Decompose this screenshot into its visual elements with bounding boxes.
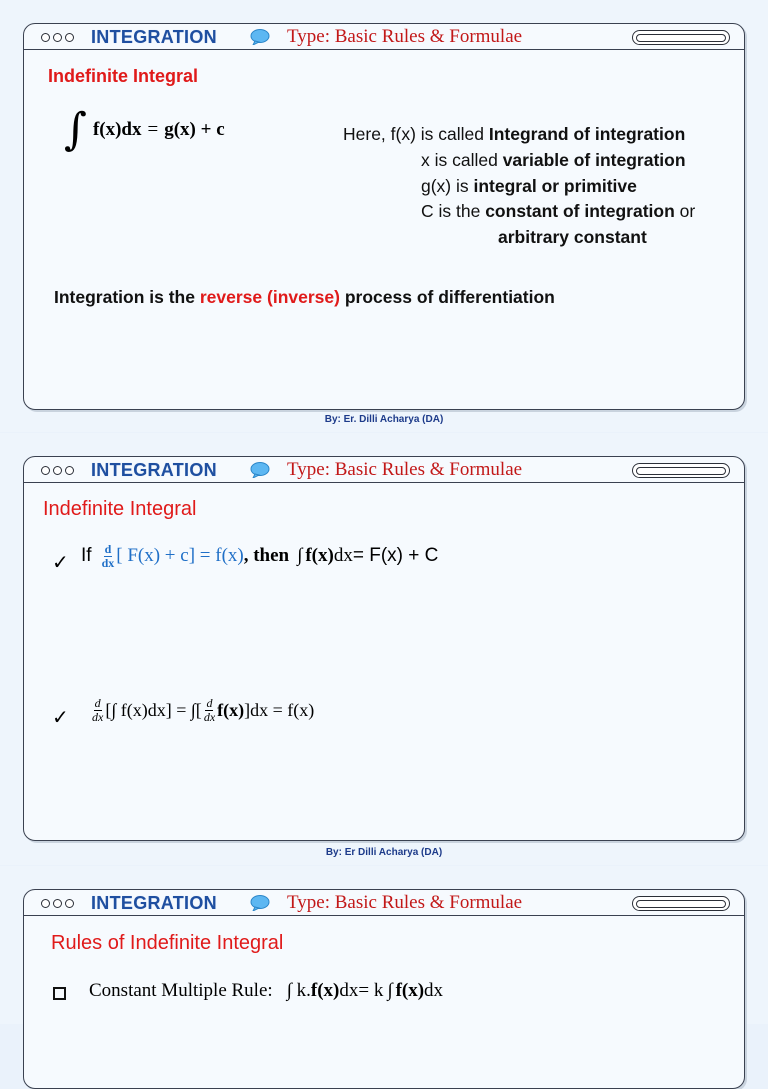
brand-title: INTEGRATION: [91, 893, 217, 913]
explanation-line-2: x is called variable of integration: [421, 150, 686, 170]
reverse-statement: Integration is the reverse (inverse) process of differentiation: [54, 287, 555, 307]
integral-sign: ∫: [64, 104, 87, 155]
formula-lhs: f(x)dx: [92, 119, 142, 140]
check-icon: ✓: [52, 705, 69, 729]
derivative-rule: If $\frac{d}{dx}$ [ F(x) + c] = f(x) , then ∫ f(x) dx= F(x) + C: [81, 542, 439, 570]
window-dots-icon: [41, 33, 74, 42]
title-bar: [24, 457, 744, 483]
type-label: Type: Basic Rules & Formulae: [287, 892, 523, 913]
formula-rhs: g(x) + c: [164, 119, 225, 140]
window-control-icon: [632, 896, 730, 911]
slide-3-card: [23, 889, 745, 1089]
slide-1: [0, 0, 768, 432]
section-heading: Indefinite Integral: [48, 66, 199, 86]
integral-formula: [64, 104, 225, 155]
slide-1-card: [23, 23, 745, 410]
explanation-line-5: arbitrary constant: [498, 227, 647, 247]
type-label: Type: Basic Rules & Formulae: [287, 26, 523, 47]
slide-3: [0, 866, 768, 1024]
integral-derivative-rule: $\frac{d}{dx}$ [∫ f(x)dx] = ∫[ $\frac{d}{dx}$ f(x) ]dx = f(x): [92, 696, 315, 724]
formula-eq: =: [147, 119, 159, 140]
author-footer: By: Er Dilli Acharya (DA): [325, 847, 443, 858]
checkbox-bullet-icon: [53, 987, 66, 1000]
window-control-icon: [632, 463, 730, 478]
title-bar: [24, 24, 744, 50]
check-icon: ✓: [52, 550, 69, 574]
brand-title: INTEGRATION: [91, 27, 217, 47]
constant-multiple-rule: Constant Multiple Rule: ∫ k. f(x) dx= k ∫ f(x) dx: [89, 980, 444, 1001]
slide-2-card: [23, 456, 745, 841]
brand-title: INTEGRATION: [91, 460, 217, 480]
title-bar: [24, 890, 744, 916]
section-heading: Rules of Indefinite Integral: [51, 932, 284, 954]
speech-bubble-icon: [250, 894, 270, 911]
explanation-line-1: Here, f(x) is called Integrand of integration: [343, 124, 686, 144]
speech-bubble-icon: [250, 461, 270, 478]
window-dots-icon: [41, 466, 74, 475]
type-label: Type: Basic Rules & Formulae: [287, 459, 523, 480]
explanation-line-3: g(x) is integral or primitive: [421, 176, 637, 196]
section-heading: Indefinite Integral: [43, 498, 197, 520]
explanation-line-4: C is the constant of integration or: [421, 201, 696, 221]
window-control-icon: [632, 30, 730, 45]
author-footer: By: Er. Dilli Acharya (DA): [324, 414, 444, 425]
slide-2: [0, 433, 768, 865]
window-dots-icon: [41, 899, 74, 908]
speech-bubble-icon: [250, 28, 270, 45]
